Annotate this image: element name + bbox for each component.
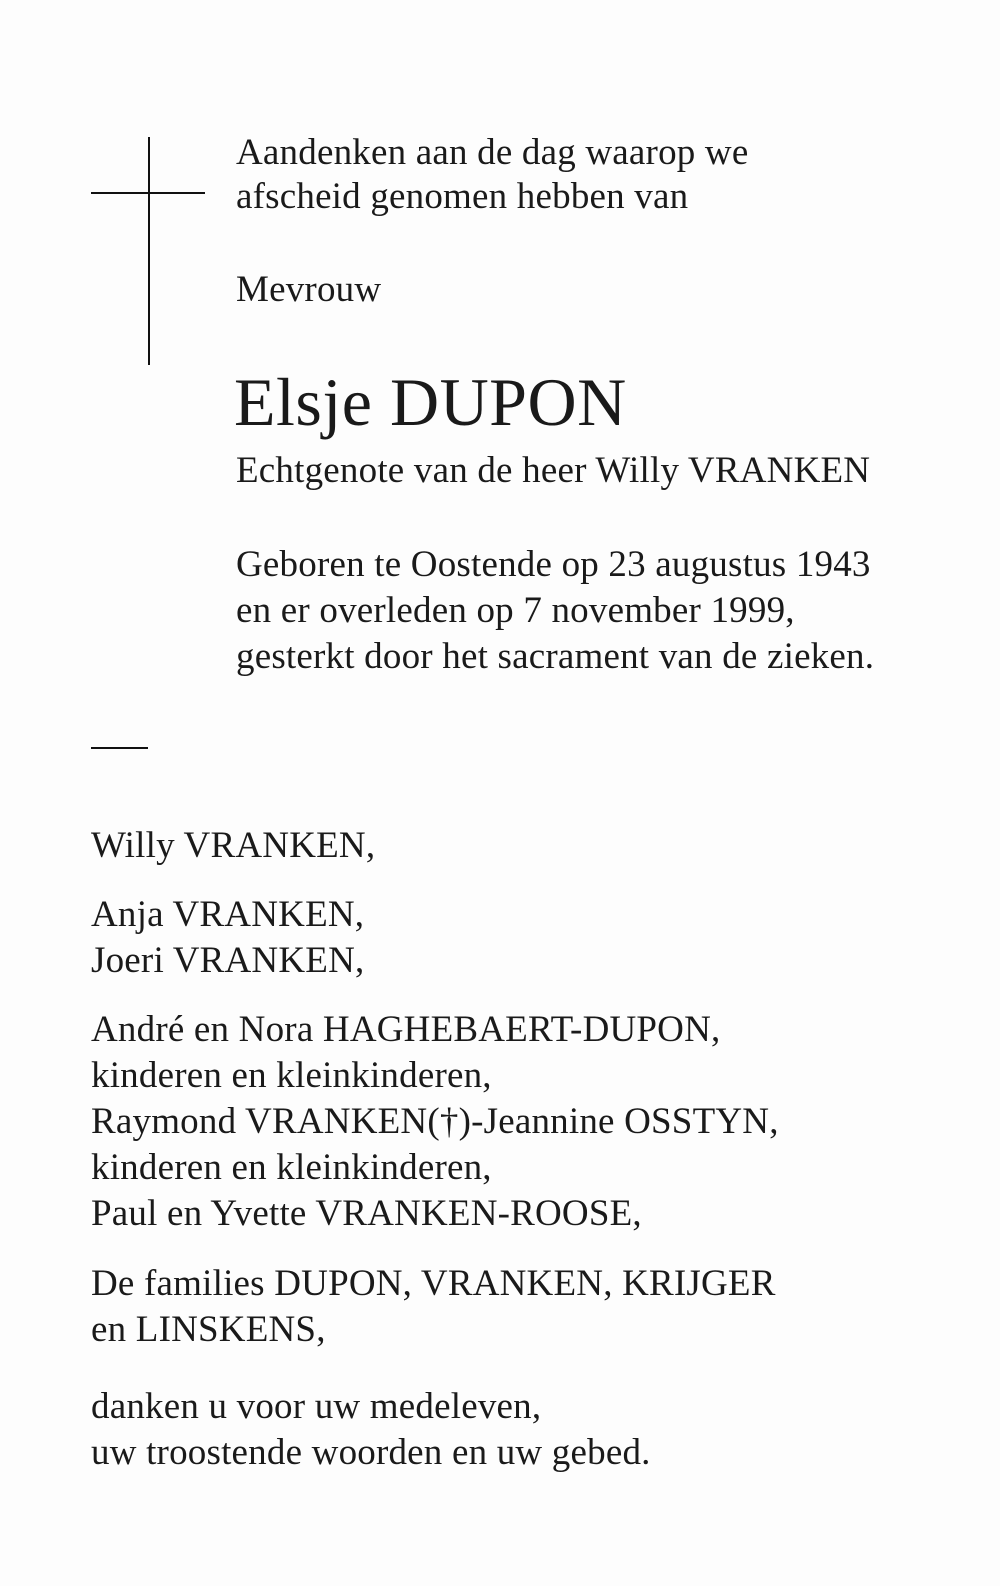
child-line: Anja VRANKEN, bbox=[91, 894, 365, 935]
spouse-line: Echtgenote van de heer Willy VRANKEN bbox=[236, 450, 871, 491]
relative-line: Raymond VRANKEN(†)-Jeannine OSSTYN, bbox=[91, 1101, 779, 1142]
deceased-name: Elsje DUPON bbox=[234, 364, 627, 440]
sacrament-line: gesterkt door het sacrament van de zieken. bbox=[236, 636, 875, 677]
closing-line-1: danken u voor uw medeleven, bbox=[91, 1386, 542, 1427]
birth-line: Geboren te Oostende op 23 augustus 1943 bbox=[236, 544, 871, 585]
relative-line: kinderen en kleinkinderen, bbox=[91, 1055, 492, 1096]
closing-line-2: uw troostende woorden en uw gebed. bbox=[91, 1432, 651, 1473]
families-line: en LINSKENS, bbox=[91, 1309, 326, 1350]
death-line: en er overleden op 7 november 1999, bbox=[236, 590, 795, 631]
husband-line: Willy VRANKEN, bbox=[91, 825, 376, 866]
relative-line: kinderen en kleinkinderen, bbox=[91, 1147, 492, 1188]
relative-line: Paul en Yvette VRANKEN-ROOSE, bbox=[91, 1193, 642, 1234]
separator-dash bbox=[91, 747, 148, 749]
cross-icon bbox=[148, 137, 150, 365]
header-line-2: afscheid genomen hebben van bbox=[236, 176, 689, 217]
cross-icon-bar bbox=[91, 192, 205, 194]
child-line: Joeri VRANKEN, bbox=[91, 940, 365, 981]
salutation: Mevrouw bbox=[236, 269, 382, 310]
header-line-1: Aandenken aan de dag waarop we bbox=[236, 132, 749, 173]
families-line: De families DUPON, VRANKEN, KRIJGER bbox=[91, 1263, 776, 1304]
relative-line: André en Nora HAGHEBAERT-DUPON, bbox=[91, 1009, 721, 1050]
